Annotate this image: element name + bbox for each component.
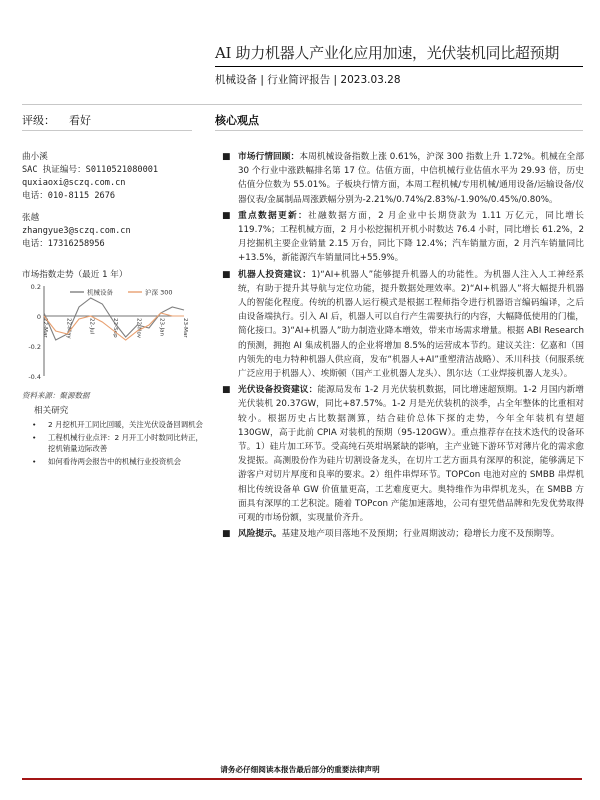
point-heading: 风险提示。	[238, 529, 282, 540]
square-bullet-icon: ■	[222, 385, 231, 396]
market-index-chart	[22, 280, 192, 385]
report-subtitle: 机械设备 | 行业简评报告 | 2023.03.28	[215, 74, 401, 86]
analyst-sac: SAC 执证编号：S0110521080001	[22, 165, 159, 175]
y-tick-label: -0.2	[28, 343, 41, 351]
rating-value: 看好	[69, 114, 91, 127]
core-point	[222, 268, 584, 382]
legend-label: 机械设备	[87, 288, 113, 297]
related-item[interactable]: • 如何看待两会报告中的机械行业投资机会	[32, 456, 182, 466]
square-bullet-icon: ■	[222, 269, 231, 280]
analyst-phone: 电话：010-8115 2676	[22, 191, 116, 201]
point-text: 基建及地产项目落地不及预期；行业周期波动；稳增长力度不及预期等。	[281, 529, 560, 540]
bullet-icon: •	[32, 420, 37, 429]
chart-source: 资料来源：聚源数据	[22, 391, 90, 400]
rating-divider	[22, 130, 192, 131]
point-text: 本周机械设备指数上涨 0.61%，沪深 300 指数上升 1.72%。机械在全部 30 个行业中涨跌幅排名第 17 位。估值方面，中信机械行业估值水平为 29.93 倍，历史估值分位数为 55.01%。子板块行情方面，本周工程机械/专用机械/通用设备/运输设备/仪器仪表/金属制品周涨跌幅分别为-2.21%/0.74%/2.83%/-1.90%/0.45%/0.80%。	[238, 152, 585, 205]
chart-title: 市场指数走势（最近 1 年）	[22, 270, 128, 280]
square-bullet-icon: ■	[222, 210, 231, 221]
analyst-email[interactable]: quxiaoxi@sczq.com.cn	[22, 178, 126, 188]
analyst-phone: 电话：17316258956	[22, 239, 105, 249]
bullet-icon: •	[32, 432, 37, 442]
core-divider	[215, 130, 583, 131]
header-divider	[22, 104, 582, 105]
point-heading: 机器人投资建议：	[238, 269, 312, 280]
bullet-icon: •	[32, 456, 37, 466]
x-tick-label: 22-Nov	[135, 318, 142, 339]
related-research-title: 相关研究	[34, 406, 69, 416]
x-tick-label: 22-Jul	[88, 318, 95, 335]
y-tick-label: 0	[36, 313, 41, 321]
analyst-2	[22, 212, 131, 251]
analyst-1	[22, 151, 158, 203]
title-divider	[215, 66, 583, 67]
core-view-title: 核心观点	[215, 114, 259, 127]
core-point	[222, 383, 584, 525]
point-text: 1)“AI+机器人”能够提升机器人的功能性。为机器人注入人工神经系统，有助于提升其导航与定位功能，提升数据处理效率。2)“AI+机器人”将大幅提升机器人的智能化程度。传统的机器人运行模式是根据工程师指令进行机器语言编码编译，之后由设备端执行。引入 AI 后，机器人可以自行产生需要执行的内容，大幅降低使用的门槛，简化接口。3)“AI+机器人”助力制造业降本增效，带来市场需求增量。根据 ABI Research 的预测，拥抱 AI 集成机器人的企业将增加 8.5%的运营成本节约。建议关注：亿嘉和（国内领先的电力特种机器人供应商，发布“机器人+AI”重塑清洁战略）、禾川科技（伺服系统广泛应用于机器人）、埃斯顿（国产工业机器人龙头）、凯尔达（工业焊接机器人龙头）。	[238, 269, 585, 380]
x-tick-label: 22-Mar	[42, 318, 48, 338]
x-tick-label: 22-May	[65, 318, 72, 339]
point-text: 社融数据方面，2 月企业中长期贷款为 1.11 万亿元，同比增长 119.7%；工程机械方面，2 月小松挖掘机开机小时数达 76.4 小时，同比增长 61.2%，2 月挖掘机主要企业销量 2.15 万台，同比下降 12.4%；汽车销量方面，2 月汽车销量同比+13.5%，新能源汽车销量同比+55.9%。	[238, 210, 584, 264]
chart-svg	[22, 280, 192, 385]
point-heading: 市场行情回顾：	[238, 152, 300, 162]
related-item[interactable]: • 2 月挖机开工同比回暖，关注光伏设备回调机会	[32, 420, 203, 429]
x-tick-label: 22-Sep	[112, 318, 118, 338]
footer-divider	[22, 778, 582, 780]
rating	[22, 112, 91, 128]
x-tick-label: 23-Jan	[158, 318, 165, 337]
x-tick-label: 23-Mar	[182, 318, 188, 338]
point-heading: 重点数据更新：	[238, 210, 309, 221]
legal-notice: 请务必仔细阅读本报告最后部分的重要法律声明	[220, 765, 380, 774]
core-point	[222, 527, 584, 541]
related-item[interactable]: • 工程机械行业点评：2 月开工小时数同比转正，挖机销量边际改善	[32, 432, 203, 453]
square-bullet-icon: ■	[222, 529, 231, 540]
related-research-list	[28, 419, 206, 468]
analyst-name: 曲小溪	[22, 152, 48, 162]
y-tick-label: -0.4	[28, 373, 41, 381]
analyst-email[interactable]: zhangyue3@sczq.com.cn	[22, 226, 131, 236]
report-title: AI 助力机器人产业化应用加速，光伏装机同比超预期	[215, 44, 560, 62]
square-bullet-icon: ■	[222, 152, 231, 162]
analyst-name: 张越	[22, 213, 40, 223]
core-point	[222, 209, 584, 266]
y-tick-label: 0.2	[30, 283, 41, 291]
core-view-list	[222, 150, 584, 543]
core-point	[222, 150, 584, 207]
legend-label: 沪深 300	[145, 288, 173, 297]
point-heading: 光伏设备投资建议：	[238, 385, 318, 396]
rating-label: 评级：	[22, 114, 55, 127]
point-text: 能源局发布 1-2 月光伏装机数据，同比增速超预期。1-2 月国内新增光伏装机 20.37GW，同比+87.57%。1-2 月是光伏装机的淡季，占全年整体的比重相对较小。根据历史占比数据测算，结合硅价总体下探的走势，今年全年装机有望超 130GW，高于此前 CPIA 对装机的预期（95-120GW）。重点推荐存在技术迭代的设备环节。1）硅片加工环节。受高纯石英坩埚紧缺的影响，主产业链下游环节对薄片化的需求愈发提振。高测股份作为硅片切割设备龙头，在切片工艺方面具有深厚的积淀，能够满足下游客户对切片厚度和良率的要求。2）组件串焊环节。TOPCon 电池对应的 SMBB 串焊机相比传统设备单 GW 价值量更高，工艺难度更大。奥特维作为串焊机龙头，在 SMBB 方面具有深厚的工艺积淀。随着 TOPcon 产能加速落地，公司有望凭借品牌和先发优势取得可观的市场份额，实现量价齐升。	[238, 385, 584, 524]
